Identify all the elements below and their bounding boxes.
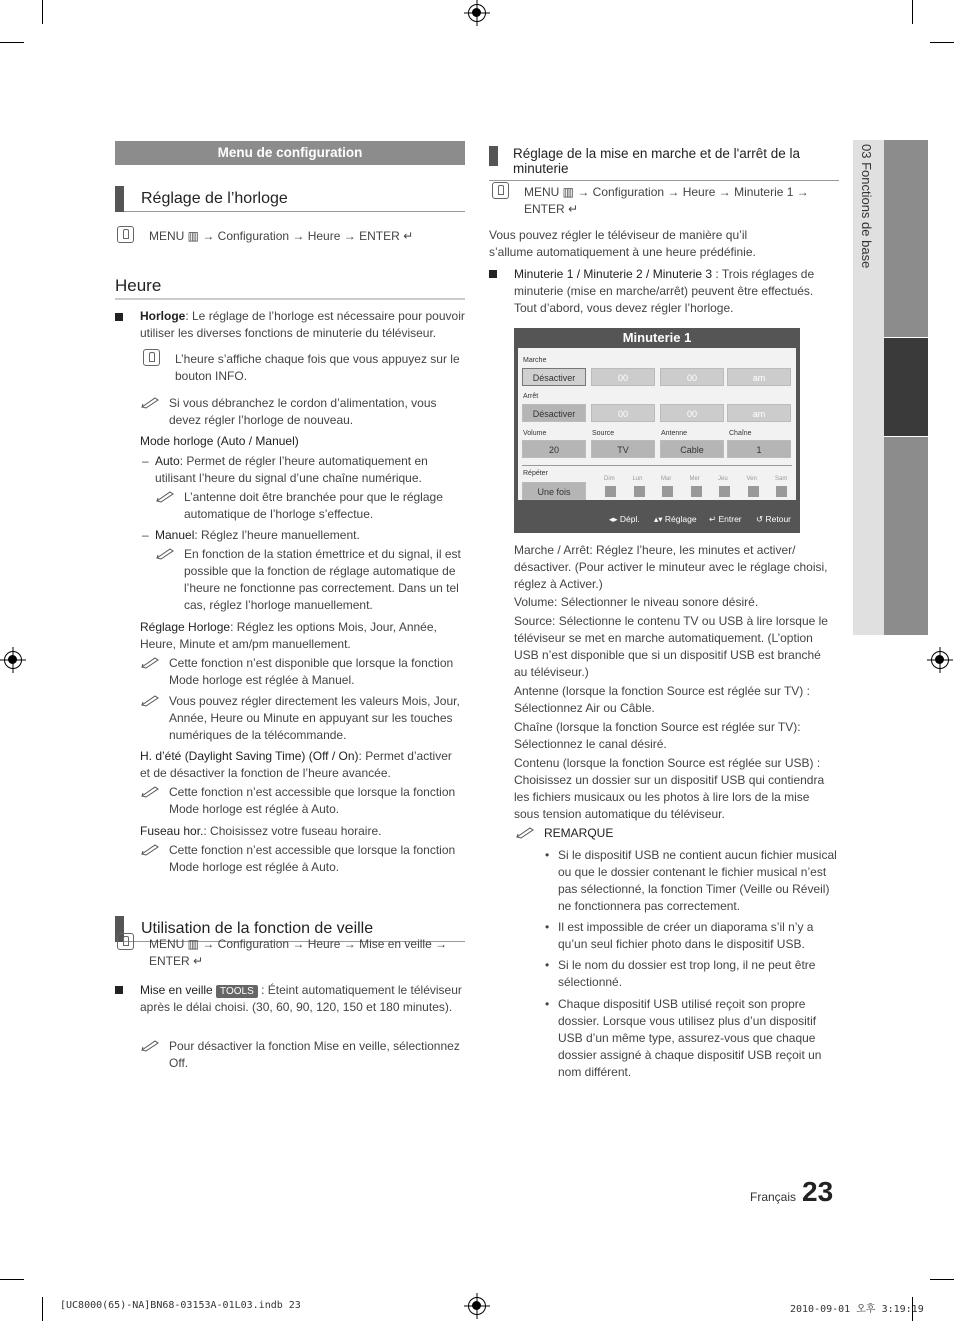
crop-mark — [930, 1279, 954, 1280]
paragraph: Marche / Arrêt: Réglez l’heure, les minutes et activer/ désactiver. (Pour activer le minuteur avec le réglage choisi, réglez à Activer.) — [514, 543, 828, 591]
memo-icon — [117, 226, 134, 243]
side-tab-block — [884, 140, 928, 337]
auto-paragraph — [155, 453, 465, 487]
paragraph: Contenu (lorsque la fonction Source est réglée sur USB) : Choisissez un dossier sur un dispositif USB qui contiendra les fichiers musicaux ou les photos à lire lors de la mise sous tension automatique du téléviseur. — [514, 756, 825, 821]
nav-move: ◂▸ Dépl. — [609, 514, 640, 524]
bullet-dot: • — [545, 958, 550, 972]
day-label: Jeu — [718, 476, 728, 482]
osd-label: Chaîne — [729, 430, 752, 437]
crop-mark — [0, 42, 24, 43]
crop-mark — [912, 0, 913, 24]
footer-date: 2010-09-01 오후 3:19:19 — [790, 1304, 924, 1315]
arret-hour[interactable]: 00 — [591, 404, 655, 422]
veille-paragraph — [140, 982, 465, 1016]
horloge-paragraph — [140, 308, 465, 342]
osd-label: Marche — [523, 357, 547, 364]
subheading-veille: Utilisation de la fonction de veille — [115, 920, 465, 942]
side-tab-block — [884, 437, 928, 635]
desc: : Permet de régler l’heure automatiquement en utilisant l’heure du signal d’une chaîne numérique. — [155, 454, 428, 485]
manuel-paragraph — [155, 527, 465, 544]
footer-language: Français — [750, 1190, 797, 1204]
subheading-horloge: Réglage de l’horloge — [115, 190, 465, 212]
dst-paragraph — [140, 748, 465, 782]
term: Minuterie 1 / Minuterie 2 / Minuterie 3 — [514, 267, 713, 281]
note: Cette fonction n’est accessible que lorsque la fonction Mode horloge est réglée à Auto. — [169, 843, 456, 874]
registration-mark-icon — [468, 4, 486, 22]
note-pencil-icon — [141, 395, 161, 409]
desc: : Réglez l’heure manuellement. — [194, 528, 360, 542]
nav-label: Entrer — [718, 514, 742, 524]
crop-mark — [42, 1297, 43, 1321]
nav-label: Retour — [765, 514, 791, 524]
registration-mark-icon — [468, 1297, 486, 1315]
desc: : Choisissez votre fuseau horaire. — [203, 824, 382, 838]
footer-file: [UC8000(65)-NA]BN68-03153A-01L03.indb 23 — [60, 1300, 301, 1311]
osd-label: Source — [592, 430, 615, 437]
desc: : Réglez les options Mois, Jour, Année, Heure, Minute et am/pm manuellement. — [140, 620, 437, 651]
remark-item: Si le nom du dossier est trop long, il ne peut être sélectionné. — [558, 958, 816, 989]
term: Réglage Horloge — [140, 620, 231, 634]
day-checkbox[interactable] — [662, 486, 673, 497]
marche-ampm[interactable]: am — [727, 368, 791, 386]
memo-icon — [117, 933, 134, 950]
note-pencil-icon — [141, 842, 161, 856]
registration-mark-icon — [4, 651, 22, 669]
note-pencil-icon — [156, 489, 176, 503]
minuterie-paragraph — [514, 266, 829, 317]
crop-mark — [930, 42, 954, 43]
note-pencil-icon — [141, 784, 161, 798]
crop-mark — [42, 0, 43, 24]
marche-select[interactable]: Désactiver — [522, 368, 586, 386]
menu-path: MENU ▥ → Configuration → Heure → Minuterie 1 → ENTER ↵ — [524, 185, 809, 216]
osd-label: Arrêt — [523, 393, 539, 400]
bullet-dot: • — [545, 997, 550, 1011]
arret-select[interactable]: Désactiver — [522, 404, 586, 422]
page-number: 23 — [802, 1176, 834, 1207]
arret-ampm[interactable]: am — [727, 404, 791, 422]
reglage-paragraph — [140, 619, 465, 653]
remark-item: Chaque dispositif USB utilisé reçoit son propre dossier. Lorsque vous utilisez plus d’un dispositif USB d’un même type, assurez-vous que chaque dossier assigné à chaque dispositif USB reçoit un nom différent. — [558, 997, 822, 1079]
chaine-field[interactable]: 1 — [727, 440, 791, 458]
day-label: Mer — [689, 476, 700, 482]
note: L’heure s’affiche chaque fois que vous appuyez sur le bouton INFO. — [175, 352, 460, 383]
osd-label: Volume — [523, 430, 547, 437]
registration-mark-icon — [931, 651, 949, 669]
volume-field[interactable]: 20 — [522, 440, 586, 458]
term: Fuseau hor. — [140, 824, 204, 838]
crop-mark — [0, 1279, 24, 1280]
day-checkbox[interactable] — [719, 486, 730, 497]
osd-title: Minuterie 1 — [622, 330, 692, 345]
osd-panel — [518, 348, 796, 500]
day-label: Ven — [746, 476, 757, 482]
paragraph: Chaîne (lorsque la fonction Source est réglée sur TV): Sélectionnez le canal désiré. — [514, 720, 801, 751]
repeter-field[interactable]: Une fois — [522, 482, 586, 500]
osd-divider — [522, 465, 792, 466]
memo-icon — [492, 182, 509, 199]
term: Auto — [155, 454, 180, 468]
side-tab-label: 03 Fonctions de base — [859, 144, 874, 269]
note: Pour désactiver la fonction Mise en veille, sélectionnez Off. — [169, 1039, 460, 1070]
nav-return: ↺ Retour — [756, 514, 791, 524]
note: Cette fonction n’est accessible que lorsque la fonction Mode horloge est réglée à Auto. — [169, 785, 456, 816]
term: Horloge — [140, 309, 186, 323]
nav-adjust: ▴▾ Réglage — [654, 514, 697, 524]
side-tab-active — [884, 338, 928, 436]
note-pencil-icon — [141, 655, 161, 669]
section-title: Menu de configuration — [115, 141, 465, 165]
day-checkbox[interactable] — [776, 486, 787, 497]
day-checkbox[interactable] — [691, 486, 702, 497]
day-label: Dim — [604, 476, 615, 482]
note: Vous pouvez régler directement les valeurs Mois, Jour, Année, Heure ou Minute en appuyant sur les touches numériques de la télécommande. — [169, 694, 460, 742]
intro: Vous pouvez régler le téléviseur de manière qu’il s’allume automatiquement à une heure prédéfinie. — [489, 228, 756, 259]
paragraph: Antenne (lorsque la fonction Source est réglée sur TV) : Sélectionnez Air ou Câble. — [514, 684, 810, 715]
arret-minute[interactable]: 00 — [660, 404, 724, 422]
term: Mise en veille — [140, 983, 213, 997]
day-label: Sam — [775, 476, 788, 482]
nav-label: Réglage — [664, 514, 697, 524]
desc: : Trois réglages de minuterie (mise en marche/arrêt) peuvent être effectués. Tout d’abord, vous devez régler l’horloge. — [514, 267, 815, 315]
heading-heure: Heure — [115, 276, 465, 300]
dash: – — [142, 528, 149, 542]
day-checkbox[interactable] — [634, 486, 645, 497]
day-label: Lun — [632, 476, 643, 482]
remark-item: Si le dispositif USB ne contient aucun fichier musical ou que le dossier contenant le fichier musical n’est pas sélectionné, la fonction Timer (Veille ou Réveil) ne fonctionnera pas correctement. — [558, 848, 837, 913]
remarque-label: REMARQUE — [544, 826, 614, 840]
note: Si vous débranchez le cordon d’alimentation, vous devez régler l’horloge de nouveau. — [169, 396, 437, 427]
mode-label: Mode horloge (Auto / Manuel) — [140, 434, 299, 448]
memo-icon — [143, 349, 160, 366]
subheading-minuterie — [489, 146, 839, 181]
term: Manuel — [155, 528, 195, 542]
side-tab — [853, 140, 884, 635]
source-field[interactable]: TV — [591, 440, 655, 458]
bullet-icon — [115, 986, 123, 994]
note: En fonction de la station émettrice et du signal, il est possible que la fonction de réglage automatique de l’heure ne fonctionne pas correctement. Dans un tel cas, réglez l’horloge manuellement. — [184, 547, 461, 612]
nav-enter: ↵ Entrer — [709, 514, 742, 524]
nav-label: Dépl. — [619, 514, 640, 524]
remark-item: Il est impossible de créer un diaporama s’il n’y a qu’un seul fichier photo dans le dispositif USB. — [558, 920, 814, 951]
note: Cette fonction n’est disponible que lorsque la fonction Mode horloge est réglée à Manuel. — [169, 656, 454, 687]
day-checkbox[interactable] — [748, 486, 759, 497]
day-checkbox[interactable] — [605, 486, 616, 497]
note: L’antenne doit être branchée pour que le réglage automatique de l’horloge s’effectue. — [184, 490, 443, 521]
antenne-field[interactable]: Cable — [660, 440, 724, 458]
note-pencil-icon — [141, 1038, 161, 1052]
bullet-dot: • — [545, 848, 550, 862]
menu-path: MENU ▥ → Configuration → Heure → ENTER ↵ — [149, 229, 414, 243]
desc: : Le réglage de l’horloge est nécessaire pour pouvoir utiliser les diverses fonctions de minuterie du téléviseur. — [140, 309, 465, 340]
term: H. d’été (Daylight Saving Time) (Off / On) — [140, 749, 359, 763]
bullet-icon — [489, 270, 497, 278]
menu-path: MENU ▥ → Configuration → Heure → Mise en veille → ENTER ↵ — [149, 937, 448, 968]
note-pencil-icon — [156, 546, 176, 560]
fuseau-paragraph — [140, 823, 465, 840]
note-pencil-icon — [516, 825, 536, 839]
marche-minute[interactable]: 00 — [660, 368, 724, 386]
paragraph: Volume: Sélectionner le niveau sonore désiré. — [514, 595, 759, 609]
dash: – — [142, 454, 149, 468]
heading-marker — [489, 146, 498, 166]
bullet-dot: • — [545, 920, 550, 934]
desc: : Permet d’activer et de désactiver la fonction de l’heure avancée. — [140, 749, 452, 780]
timer-osd — [514, 328, 800, 533]
tools-badge: TOOLS — [216, 985, 258, 998]
osd-label: Antenne — [661, 430, 688, 437]
paragraph: Source: Sélectionne le contenu TV ou USB à lire lorsque le téléviseur se met en marche automatiquement. (L’option USB n’est disponible que si un dispositif USB est branché au téléviseur.) — [514, 614, 828, 679]
heading-text: Réglage de la mise en marche et de l'arrêt de la minuterie — [513, 146, 800, 176]
day-label: Mar — [661, 476, 672, 482]
note-pencil-icon — [141, 693, 161, 707]
osd-label: Répéter — [523, 470, 548, 477]
desc: : Éteint automatiquement le téléviseur après le délai choisi. (30, 60, 90, 120, 150 et 180 minutes). — [140, 983, 462, 1014]
marche-hour[interactable]: 00 — [591, 368, 655, 386]
bullet-icon — [115, 313, 123, 321]
